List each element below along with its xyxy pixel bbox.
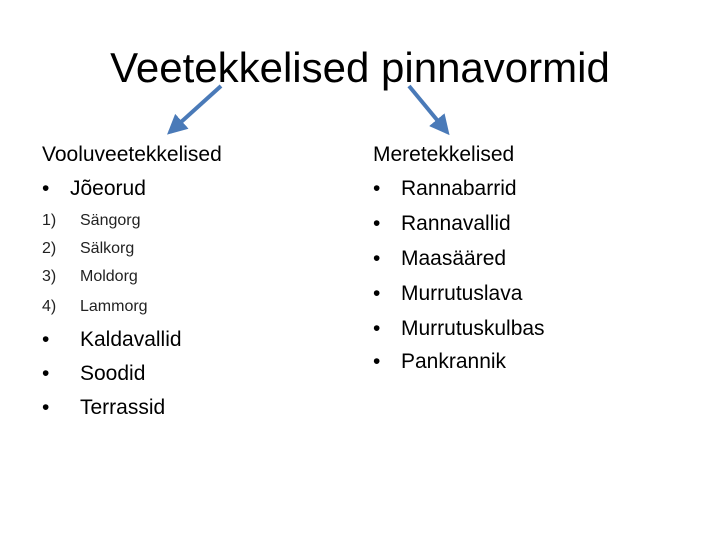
bullet-mark: • [42, 396, 50, 419]
item-text: Sängorg [80, 212, 141, 229]
item-number: 4) [42, 298, 57, 315]
numbered-item [42, 266, 262, 288]
list-item [373, 280, 613, 308]
list-item-text: Kaldavallid [80, 328, 182, 351]
list-item-text: Terrassid [80, 396, 166, 419]
list-item [373, 348, 613, 376]
list-item-text: Pankrannik [401, 350, 507, 373]
arrow-left [170, 86, 221, 132]
list-item-text: Murrutuslava [401, 282, 523, 305]
bullet-mark: • [373, 177, 381, 200]
numbered-item [42, 210, 262, 232]
list-item [373, 245, 613, 273]
bullet-mark: • [373, 247, 381, 270]
list-item-text: Maasääred [401, 247, 507, 270]
bullet-mark: • [42, 328, 50, 351]
arrow-right [409, 86, 447, 132]
list-item [42, 326, 282, 354]
item-text: Lammorg [80, 298, 148, 315]
list-item-text: Rannabarrid [401, 177, 517, 200]
item-text: Sälkorg [80, 240, 135, 257]
list-item [373, 315, 613, 343]
slide-title: Veetekkelised pinnavormid [110, 44, 610, 91]
item-number: 1) [42, 212, 57, 229]
item-text: Moldorg [80, 268, 138, 285]
numbered-item [42, 238, 262, 260]
right-column-heading: Meretekkelised [373, 143, 515, 166]
bullet-mark: • [373, 212, 381, 235]
bullet-mark: • [373, 282, 381, 305]
list-item [373, 175, 613, 203]
list-item-text: Murrutuskulbas [401, 317, 545, 340]
bullet-mark: • [42, 362, 50, 385]
list-item [373, 210, 613, 238]
item-number: 3) [42, 268, 57, 285]
list-item-text: Jõeorud [70, 177, 146, 200]
list-item-text: Rannavallid [401, 212, 511, 235]
left-column-heading: Vooluveetekkelised [42, 143, 222, 166]
bullet-mark: • [373, 317, 381, 340]
list-item-text: Soodid [80, 362, 146, 385]
list-item [42, 394, 282, 422]
list-item [42, 360, 282, 388]
numbered-item [42, 296, 262, 318]
bullet-mark: • [373, 350, 381, 373]
item-number: 2) [42, 240, 57, 257]
left-main-bullet [42, 175, 242, 203]
bullet-mark: • [42, 177, 50, 200]
